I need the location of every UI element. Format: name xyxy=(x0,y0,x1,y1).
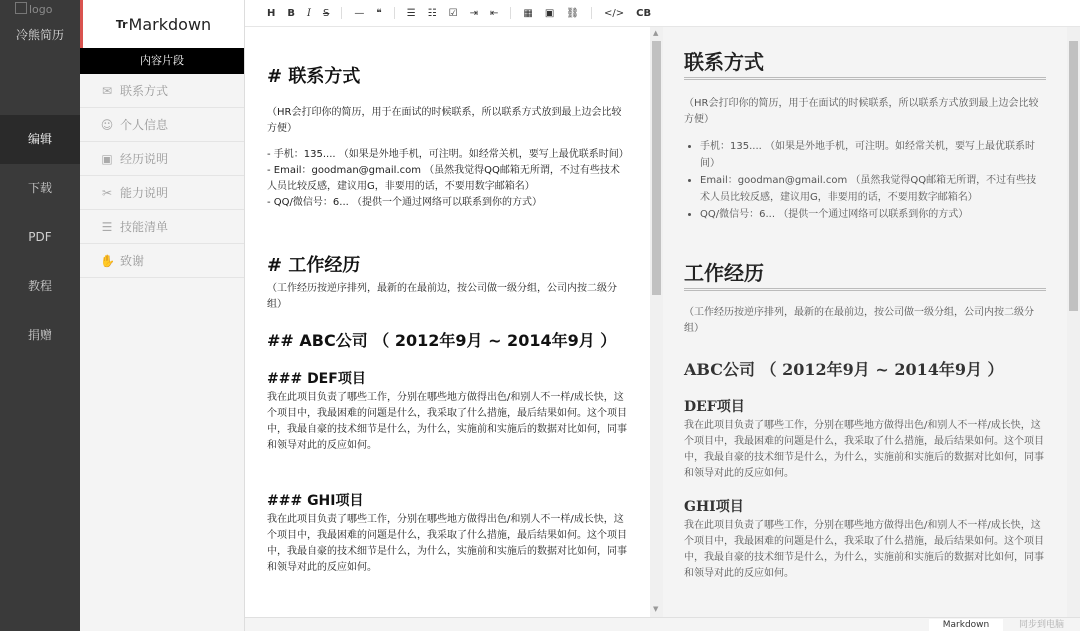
editor-contact-intro: （HR会打印你的简历，用于在面试的时候联系，所以联系方式放到最上边会比较方便） xyxy=(267,107,622,134)
briefcase-icon: ▣ xyxy=(101,151,113,166)
bottom-bar xyxy=(245,617,1080,631)
preview-heading-abc: ABC公司 （ 2012年9月 ~ 2014年9月 ） xyxy=(684,360,1004,379)
snippet-label: 能力说明 xyxy=(120,186,169,200)
editor-contact-list: - 手机：135.... （如果是外地手机，可注明。如经常关机，要写上最优联系时间） - Email：goodman@gmail.com （虽然我觉得QQ邮箱无所谓，不过有些技术人员比较反感，建议用G，非要用的话，不要用数字邮箱名） - QQ/微信号：6... （提供一个通过网络可以联系到你的方式） xyxy=(267,149,629,208)
editor-scrollbar[interactable] xyxy=(650,27,663,617)
snippet-ability[interactable] xyxy=(80,176,244,210)
editor-heading-abc: ## ABC公司 （ 2012年9月 ~ 2014年9月 ） xyxy=(267,331,617,350)
ordered-list-button[interactable]: ☷ xyxy=(427,7,437,19)
snippet-thanks[interactable] xyxy=(80,244,244,278)
editor-heading-ghi: ### GHI项目 xyxy=(267,493,364,509)
bold-button[interactable]: B xyxy=(287,7,295,19)
logo-image: logo xyxy=(15,2,53,16)
quote-button[interactable]: ❝ xyxy=(376,7,382,19)
preview-heading-contact: 联系方式 xyxy=(684,46,1046,80)
preview-heading-ghi: GHI项目 xyxy=(684,499,744,515)
preview-contact-list xyxy=(684,138,1046,223)
app-title-label: Markdown xyxy=(128,14,212,34)
nav-item-download[interactable]: 下载 xyxy=(27,181,52,195)
editor-heading-def: ### DEF项目 xyxy=(267,371,366,387)
task-list-button[interactable]: ☑ xyxy=(448,7,458,19)
link-button[interactable]: ⛓ xyxy=(566,7,579,19)
brand-name[interactable]: 冷熊简历 xyxy=(15,28,64,42)
unordered-list-button[interactable]: ☰ xyxy=(406,7,416,19)
logo-area xyxy=(0,0,80,48)
main-nav xyxy=(0,115,80,360)
snippet-label: 技能清单 xyxy=(120,220,169,234)
scroll-down-arrow-icon[interactable]: ▼ xyxy=(653,605,659,613)
preview-heading-work: 工作经历 xyxy=(684,257,1046,291)
snippet-label: 致谢 xyxy=(120,254,145,268)
preview-def-text: 我在此项目负责了哪些工作，分别在哪些地方做得出色/和别人不一样/成长快，这个项目中，我最困难的问题是什么，我采取了什么措施，最后结果如何。这个项目中，我最自豪的技术细节是什么，为什么，实施前和实施后的数据对比如何，同事和领导对此的反应如何。 xyxy=(684,420,1044,479)
image-button[interactable]: ▣ xyxy=(544,7,555,19)
editor-work-intro: （工作经历按逆序排列，最新的在最前边，按公司做一级分组，公司内按二级分组） xyxy=(267,283,617,310)
preview-contact-qq: • QQ/微信号：6... （提供一个通过网络可以联系到你的方式） xyxy=(700,206,1046,223)
nav-item-donate[interactable]: 捐赠 xyxy=(27,328,52,342)
indent-button[interactable]: ⇥ xyxy=(469,7,478,19)
editor-toolbar xyxy=(245,0,1080,27)
editor-scroll-thumb[interactable] xyxy=(652,41,661,295)
hand-icon: ✋ xyxy=(100,253,115,268)
editor-ghi-text: 我在此项目负责了哪些工作，分别在哪些地方做得出色/和别人不一样/成长快，这个项目中，我最困难的问题是什么，我采取了什么措施，最后结果如何。这个项目中，我最自豪的技术细节是什么，为什么，实施前和实施后的数据对比如何，同事和领导对此的反应如何。 xyxy=(267,514,627,573)
envelope-icon: ✉ xyxy=(101,83,113,98)
nav-item-edit[interactable]: 编辑 xyxy=(0,115,80,164)
editor-def-text: 我在此项目负责了哪些工作，分别在哪些地方做得出色/和别人不一样/成长快，这个项目中，我最困难的问题是什么，我采取了什么措施，最后结果如何。这个项目中，我最自豪的技术细节是什么，为什么，实施前和实施后的数据对比如何，同事和领导对此的反应如何。 xyxy=(267,392,627,451)
preview-contact-intro: （HR会打印你的简历，用于在面试的时候联系，所以联系方式放到最上边会比较方便） xyxy=(684,98,1039,125)
toolbar-divider xyxy=(341,7,342,19)
snippet-personal-info[interactable] xyxy=(80,108,244,142)
preview-contact-phone: • 手机：135.... （如果是外地手机，可注明。如经常关机，要写上最优联系时间） xyxy=(700,138,1046,172)
scroll-up-arrow-icon[interactable]: ▲ xyxy=(653,29,659,37)
markdown-preview xyxy=(663,27,1067,617)
preview-work-intro: （工作经历按逆序排列，最新的在最前边，按公司做一级分组，公司内按二级分组） xyxy=(684,307,1034,334)
italic-button[interactable]: I xyxy=(307,7,311,19)
editor-heading-work: # 工作经历 xyxy=(267,255,361,276)
snippets-header: 内容片段 xyxy=(80,48,244,74)
outdent-button[interactable]: ⇤ xyxy=(490,7,499,19)
snippet-label: 联系方式 xyxy=(120,84,169,98)
code-block-button[interactable]: CB xyxy=(636,7,652,19)
main-sidebar xyxy=(0,0,80,631)
code-button[interactable]: </> xyxy=(604,7,625,19)
tab-sync[interactable]: 同步到电脑 xyxy=(1018,620,1064,630)
snippets-panel xyxy=(80,0,245,631)
strikethrough-button[interactable]: S xyxy=(322,7,330,19)
snippet-experience[interactable] xyxy=(80,142,244,176)
nav-item-pdf[interactable]: PDF xyxy=(28,230,52,244)
preview-heading-def: DEF项目 xyxy=(684,399,745,415)
text-format-icon: Tr xyxy=(115,17,128,31)
preview-scroll-thumb[interactable] xyxy=(1069,41,1078,311)
preview-ghi-text: 我在此项目负责了哪些工作，分别在哪些地方做得出色/和别人不一样/成长快，这个项目中，我最困难的问题是什么，我采取了什么措施，最后结果如何。这个项目中，我最自豪的技术细节是什么，为什么，实施前和实施后的数据对比如何，同事和领导对此的反应如何。 xyxy=(684,520,1044,579)
tools-icon: ✂ xyxy=(101,185,113,200)
smiley-icon: ☺ xyxy=(100,117,114,132)
preview-contact-email: • Email：goodman@gmail.com （虽然我觉得QQ邮箱无所谓，不过有些技术人员比较反感，建议用G，非要用的话，不要用数字邮箱名） xyxy=(700,172,1046,206)
snippet-label: 经历说明 xyxy=(120,152,169,166)
heading-button[interactable]: H xyxy=(267,7,276,19)
horizontal-rule-button[interactable]: — xyxy=(354,7,365,19)
app-title xyxy=(80,0,244,48)
toolbar-divider xyxy=(591,7,592,19)
table-button[interactable]: ▦ xyxy=(523,7,533,19)
list-icon: ☰ xyxy=(101,219,113,234)
snippet-label: 个人信息 xyxy=(120,118,169,132)
snippet-skills[interactable] xyxy=(80,210,244,244)
toolbar-divider xyxy=(394,7,395,19)
markdown-editor[interactable] xyxy=(246,27,650,617)
preview-scrollbar[interactable] xyxy=(1067,27,1080,617)
nav-item-tutorial[interactable]: 教程 xyxy=(27,279,52,293)
tab-markdown[interactable]: Markdown xyxy=(929,619,1003,631)
editor-heading-contact: # 联系方式 xyxy=(267,66,361,87)
snippet-contact[interactable] xyxy=(80,74,244,108)
toolbar-divider xyxy=(510,7,511,19)
